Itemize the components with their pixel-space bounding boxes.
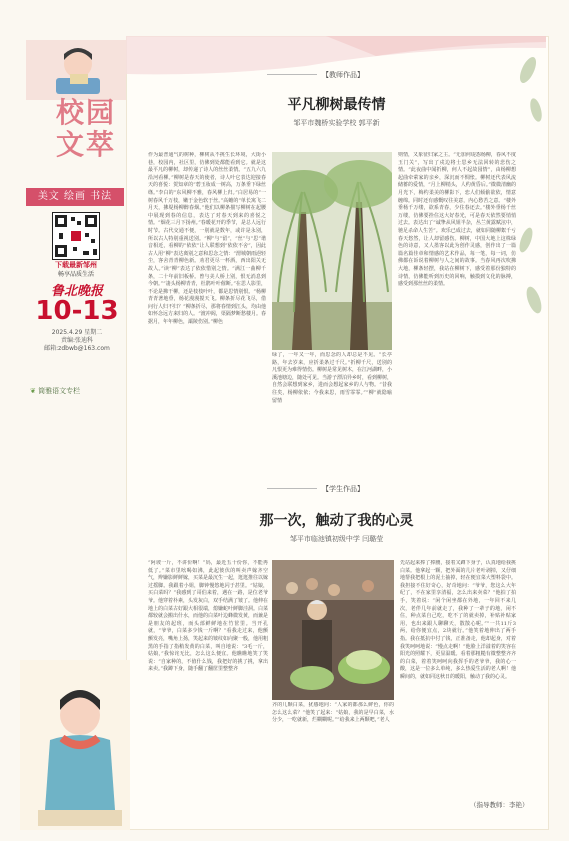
- qr-label: 下载最新邹州: [55, 261, 97, 269]
- editor-line: 责编:张迪科: [60, 337, 94, 344]
- leaf-icon: ❦: [30, 387, 36, 395]
- masthead-line2: 文萃: [55, 128, 116, 161]
- article2-column2: 齐的几颗白菜，犹感地问：“人家的都那么鲜色，你的怎么这么菜？”他笑了起来：“姑娘，我的是早白菜，水分少，一吃就新，烂糊糊呢。”“给我来上两颗吧，”老人: [272, 702, 394, 724]
- willow-photo: [272, 152, 392, 350]
- section-bar: 美文 绘画 书法: [26, 188, 124, 206]
- article1-tag: 【教师作品】: [322, 71, 364, 79]
- qr-code[interactable]: [52, 212, 100, 260]
- article2-column3: 先站起来捧了捧腰，接着又蹲下身子，认真地给我挑白菜。他拿起一颗，把外面的几片老叶剥掉，又仔细地帮我把根上的泥土抽掉，轻在便宜菜大塑料袋中。我担接不住好奇心，好奇地问：“爷爷，您这么大年纪了，不在家里享清福，怎么出来卖菜？”他拍了拍手，笑着说：“闲个闲坐都在外地，一年回不来几次，老伴几年前就走了，我种了一辈子的地，闲不住，种点菜自己吃，吃不了的就卖掉，补贴补贴家用，也出来跟人聊聊天，散散心呢。”“一共11斤3两，给你便宜点，2块就行。”他笑着地伸出了两手指。我在抵抗中付了钱，正准备走，他却起身，对着我笑呵呵地说：“慢点走啊！”他脸上洋溢着的笑容在阳光的照耀下，更显温暖。看着那粗糙有微整整齐齐的白菜，着着笑呵呵向我挥手的老爷爷，我的心一酸，这是一位多么单纯，多么热爱生活的老人啊！他瞬间的，就如同这秋日的暖阳，触动了我的心灵。: [400, 560, 516, 680]
- article1-title: 平凡柳树最传情: [287, 97, 386, 113]
- article2-column1: “阿坡一斤，不讲价啊！”妈，最近五十份你，不能再低了。”菜市里吆喝如沸，此起彼伏的叫卖声嫁齐空气，辫嫌影鲜鲜嫁，买菜是最沉生一起，逛逛推往以嫁过摇脚。我跟着小姐，脚钟慢悠地闪于甚里。“姑娘，买白菜吗？”我感到了哥伯来着，遇在一路，是位老爷爷。他穿着朴素，头发灰白，双手结满了皱了。他伸在地上的白菜古好跟大相很端，熄嫌蛇叶鲜脚洼洞。白菜都较就会搬出什水，而他的白菜叶边蜂微发黄，而兼是是朋友的起班，而头部鲜鲜地在竹筐里。当开孔就，“爷爷，白菜多少钱一斤啊？”看我走过来，他颤颤发亮，嘴角上扬，笑起来的皱纹如向聚一般，他用粗黑的手指了指稍发黄的白菜，叫自地说：“3毛一斤，姑娘，”我惊诧无比，怎么这么便宜。他瞧瞧地笑了笑说：“自家种的，不值什么钱，我把好的挑了挑，拿出来卖。”我蹲下身，随手翻了翻筐里整整齐: [148, 560, 268, 673]
- article2-teacher-credit: （指导教师：李艳）: [470, 801, 529, 809]
- article2-byline: 邹平市临池镇初级中学 闫璐莹: [289, 535, 384, 543]
- reading-girl-illustration: [26, 40, 126, 100]
- student-illustration: [20, 660, 130, 830]
- column-brand: [30, 386, 128, 396]
- article1-column1: 作为最普通气的树种，柳树从不挑生长环境，大街小巷，校园内，社区里，仿佛到处都能看到它。就是这最平凡的柳树，却传递了诗人的丝丝柔情。“五九六九沿河看柳。”柳树是春天的使者，诗人叶它表达迎接春天的喜悦：贺知章的“碧玉妆成一树高，万条垂下绿丝绦。”李白的“东风柳不雅，春风柳上归。”白居易的“一树春风千万枝，嫩于金色软于丝。”高蟾的“单长寓飞二月天，拂堤杨柳醉春烟。”他们以柳条描写柳树在起腰中展现到春的信息，表达了对春天到来的喜悦之情。“烟花三月下扬州。”春暖花开的季节，是总人远行时节。古代交通不便，一别就是数年，或许是永别，所以古人特别重视送别。“柳”与“留”，“丝”与“思”谐音相近，看柳的“依依”让人联想到“依依不舍”，因此古人用“柳”表达离别之意和思念之情：“渭城朝雨浥轻尘，客舍青青柳色新。劝君更尽一杯酒，西出阳关无故人。”读“柳”表达了依依惜别之情。“满江一曲柳千条，二十年前旧板桥。曾与美人桥上别，恨无消息到今朝。”“凄头杨柳青青，杜鹃叶叶催断。”在思人影里，不论是拂干柳，还是枝枝叶叶，都是思情别恨。“杨柳青青著地垂，杨花漫漫搅天飞。柳条折尽花飞尽，借问行人归不归？”柳条折尽，那将春情到江头，均由他如怀念远方来归的人。“渡冲阁，渠隔梦断愁楼月。春据月，年年柳色，灞陵伤别。”柳色: [148, 152, 266, 326]
- article1-column2: 绿了，一年又一年，而思念的人却总是不见。“长亭路，年去岁来，应折柔条过千尺。”折柳千尺，送别的凡恨更为难得情伤。柳树是常见树木，在江河湖畔，小溪池塘边，随处可见。当游子漂泊异乡时，看到柳树，自然会联想到家乡，进而会想起家乡的人与物。“昔我往矣，杨柳依依；今我来思，雨雪霏霏。”“柳”就隐喻留情: [272, 352, 392, 404]
- date-line: 2025.4.29 星期二: [51, 329, 103, 336]
- column-brand-label: 筒雅语文专栏: [38, 387, 81, 395]
- page-number: 10-13: [35, 296, 119, 326]
- article2-title: 那一次，触动了我的心灵: [259, 513, 414, 529]
- market-photo: [272, 560, 394, 700]
- article2-tag: 【学生作品】: [322, 485, 364, 493]
- masthead-line1: 校园: [55, 96, 116, 129]
- article1-column3: 则情，又象征归家之主。“无加何堤怨杨柳，春风不度玉门关”，写出了戍边将士思乡无法回转的悲伤之情。“此夜曲中闻折柳，何人不起故园情”，由杨柳想起曲牵萦家的亲乡，深沉而不惆怅。柳树还代表风流储蓄的爱情，“月上柳梢头，人约黄昏后。”微微清幽的月光下，梅约柔美的柳影下，恋人们倾偷欲依，情意缠绵。同时还有感慨叹往美意，内心愁苦之意。“楼外垂杨千万缕，欲系青春，少住春还去。”楼外垂杨千丝万缕，仿佛要拴住这大好春光，可是春天依然要悄悄过去。表达出了“诚挚从风姐半杂，丛兰黄露赋泫中，驰足杀命人生苦”。欢乐已成过去，就如同随柳絮千亏春天悠然，让人却留感伤。柳树，中国大地上这株绿色的诗意，又人墨客以此为创作灵感，创作出了一篇篇名篇佳章和情感的艺术作品，每一笔，每一词，仿佛都在诉说着柳树与人之间的故事。当春风再次吹拂大地，柳条轻摆，我站在柳树下，感受着那份独特的诗情，仿佛能听到历史的回响，触摸到文化的脉搏，感受到那丝丝的柔情。: [398, 152, 516, 288]
- qr-subtitle: 畅享品质生活: [57, 271, 94, 278]
- paper-logo: 鲁北晚报: [50, 284, 103, 299]
- email-line: 邮箱:zdbwb@163.com: [44, 345, 110, 352]
- article1-byline: 邹平市魏桥实验学校 郭平新: [293, 119, 380, 127]
